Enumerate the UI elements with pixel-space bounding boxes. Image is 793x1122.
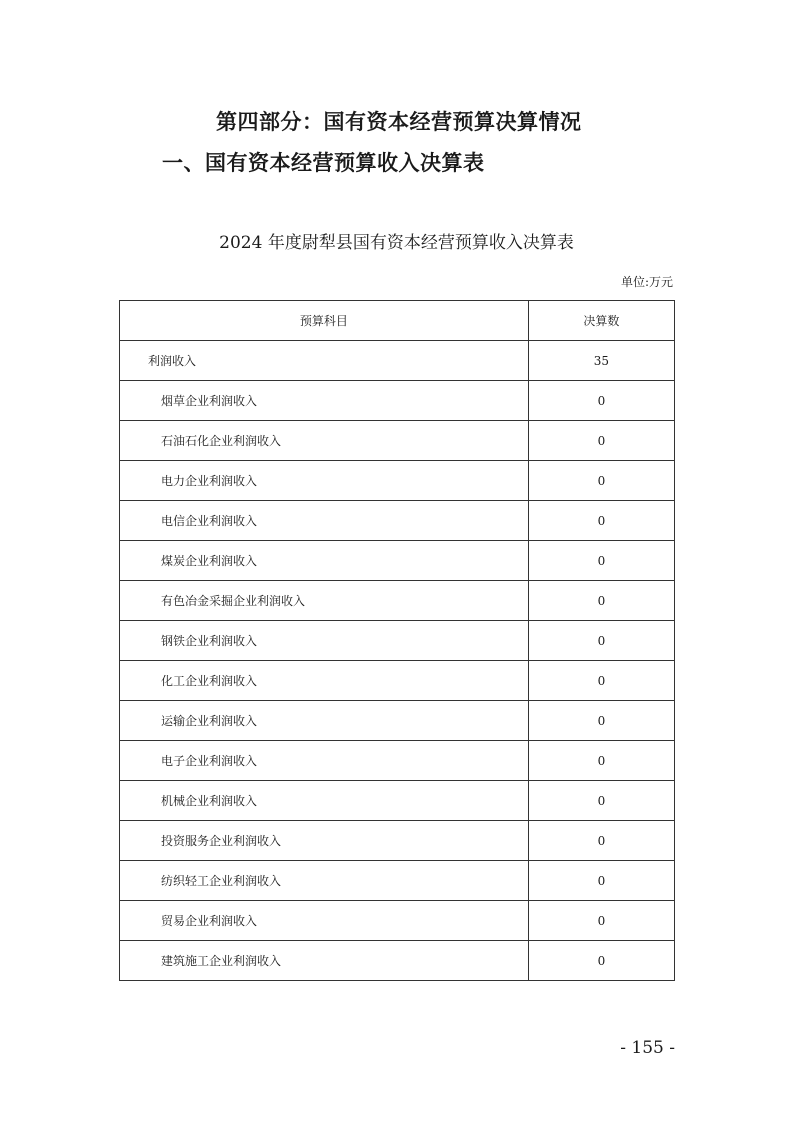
item-cell: 有色冶金采掘企业利润收入 [120,581,529,621]
table-row [120,501,675,541]
unit-label: 单位:万元 [620,275,673,289]
item-cell: 烟草企业利润收入 [120,381,529,421]
amount-cell: 0 [528,461,674,501]
amount-cell: 0 [528,861,674,901]
item-cell: 石油石化企业利润收入 [120,421,529,461]
table-row [120,461,675,501]
amount-cell: 0 [528,501,674,541]
item-cell: 钢铁企业利润收入 [120,621,529,661]
table-row [120,581,675,621]
table-row [120,661,675,701]
item-cell: 建筑施工企业利润收入 [120,941,529,981]
item-cell: 电力企业利润收入 [120,461,529,501]
item-cell: 电信企业利润收入 [120,501,529,541]
item-cell: 机械企业利润收入 [120,781,529,821]
table-row [120,541,675,581]
item-cell: 电子企业利润收入 [120,741,529,781]
amount-cell: 0 [528,621,674,661]
table-row [120,901,675,941]
amount-cell: 0 [528,381,674,421]
table-row [120,381,675,421]
item-cell: 投资服务企业利润收入 [120,821,529,861]
item-cell: 纺织轻工企业利润收入 [120,861,529,901]
table-row [120,941,675,981]
amount-cell: 0 [528,901,674,941]
item-cell: 化工企业利润收入 [120,661,529,701]
amount-cell: 0 [528,741,674,781]
amount-cell: 0 [528,421,674,461]
item-cell: 煤炭企业利润收入 [120,541,529,581]
table-row [120,341,675,381]
amount-cell: 0 [528,941,674,981]
page-number: - 155 - [620,1038,675,1058]
revenue-table [119,300,675,981]
table-row [120,821,675,861]
section-heading: 一、国有资本经营预算收入决算表 [162,150,485,175]
header-budget-item: 预算科目 [120,301,529,341]
amount-cell: 35 [528,341,674,381]
amount-cell: 0 [528,541,674,581]
item-cell: 贸易企业利润收入 [120,901,529,941]
table-row [120,421,675,461]
amount-cell: 0 [528,701,674,741]
item-cell: 利润收入 [120,341,529,381]
header-final-amount: 决算数 [528,301,674,341]
table-row [120,701,675,741]
table-row [120,781,675,821]
table-row [120,621,675,661]
item-cell: 运输企业利润收入 [120,701,529,741]
amount-cell: 0 [528,661,674,701]
table-row [120,741,675,781]
amount-cell: 0 [528,781,674,821]
amount-cell: 0 [528,821,674,861]
amount-cell: 0 [528,581,674,621]
part-heading: 第四部分：国有资本经营预算决算情况 [216,109,582,134]
table-header-row [120,301,675,341]
table-title: 2024 年度尉犁县国有资本经营预算收入决算表 [219,233,574,253]
table-row [120,861,675,901]
